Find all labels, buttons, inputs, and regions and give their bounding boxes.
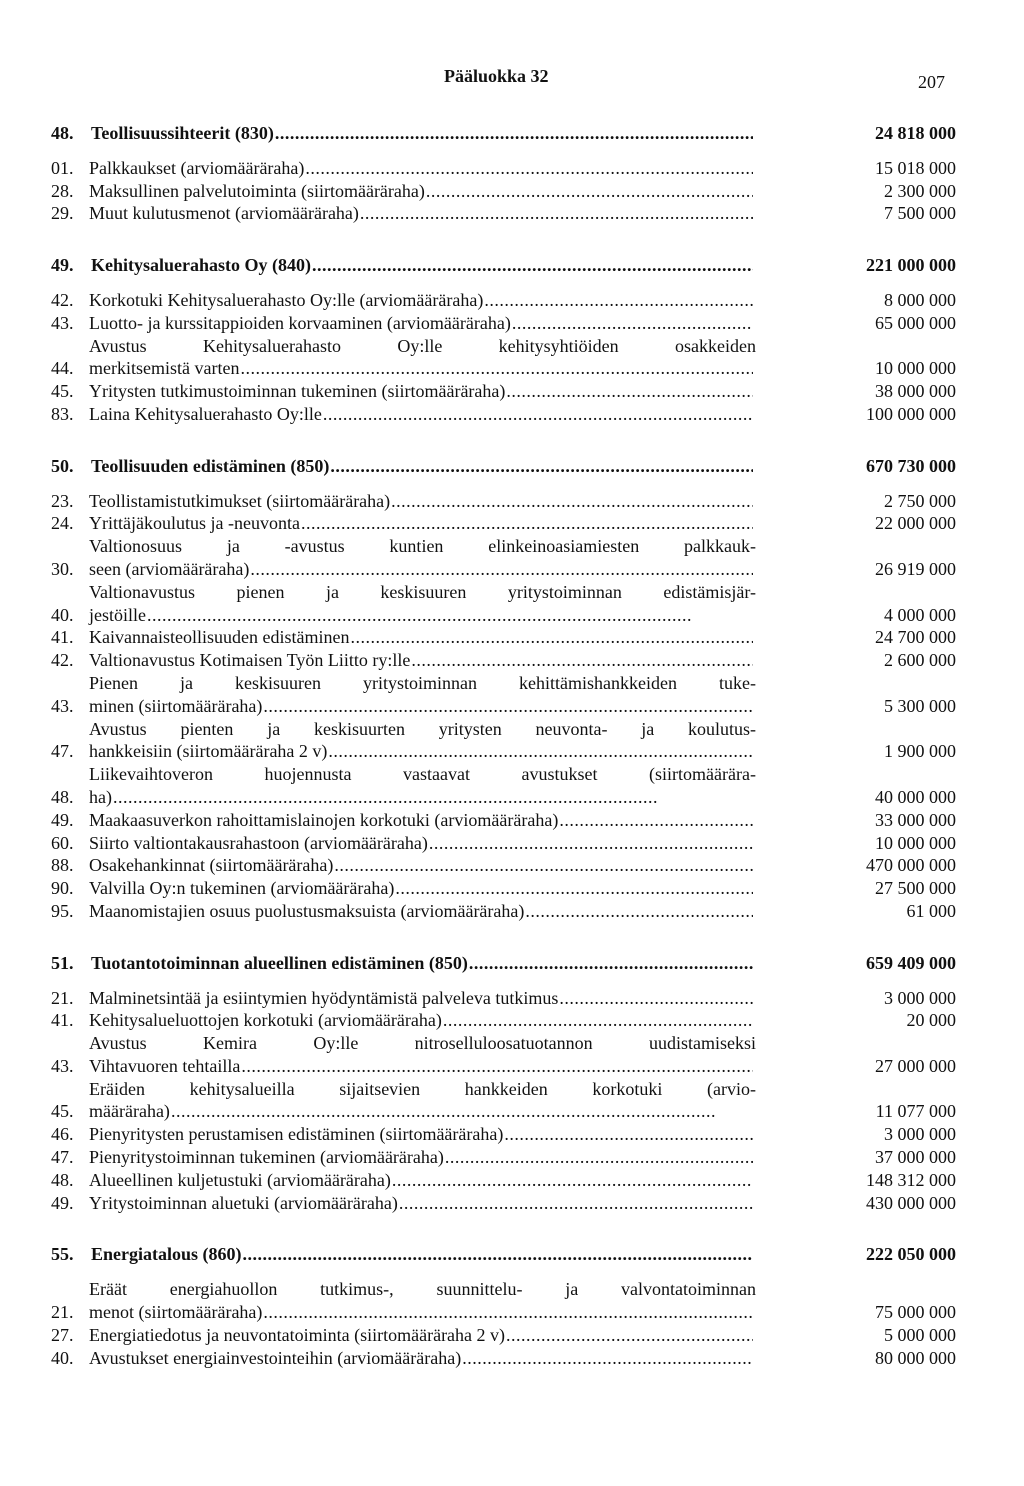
section-heading-body: [91, 952, 756, 975]
dot-leader: [391, 490, 753, 513]
budget-item: [51, 763, 956, 809]
item-body: [89, 512, 756, 535]
item-label: Siirto valtiontakausrahastoon (arviomääräraha): [89, 832, 428, 853]
dot-leader: [330, 455, 753, 478]
item-text-line: Avustus Kemira Oy:lle nitroselluloosatuotannon uudistamiseksi: [89, 1033, 756, 1054]
item-body: [89, 626, 756, 649]
item-amount: 2 750 000: [884, 490, 956, 511]
item-amount: 11 077 000: [875, 1101, 956, 1122]
section-amount: 659 409 000: [866, 952, 956, 973]
item-label: Yritysten tutkimustoiminnan tukeminen (siirtomääräraha): [89, 381, 506, 402]
item-body: [89, 1009, 756, 1032]
item-amount: 75 000 000: [875, 1302, 956, 1323]
section-number: 55.: [51, 1244, 74, 1265]
item-last-line: [89, 1055, 756, 1078]
item-amount: 3 000 000: [884, 1124, 956, 1145]
budget-item: [51, 490, 956, 513]
item-number: 43.: [51, 312, 74, 333]
dot-leader: [525, 900, 753, 923]
item-label: Pienyritystoiminnan tukeminen (arviomääräraha): [89, 1147, 444, 1168]
budget-item: [51, 1169, 956, 1192]
dot-leader: [113, 786, 753, 809]
item-label: Yrittäjäkoulutus ja -neuvonta: [89, 513, 300, 534]
item-number: 47.: [51, 741, 74, 762]
item-amount: 100 000 000: [866, 403, 956, 424]
item-amount: 8 000 000: [884, 289, 956, 310]
item-body: [89, 809, 756, 832]
item-last-line: [89, 626, 756, 649]
item-amount: 80 000 000: [875, 1347, 956, 1368]
section-heading: [51, 952, 956, 975]
item-amount: 470 000 000: [866, 855, 956, 876]
item-body: [89, 403, 756, 426]
item-last-line: [89, 1009, 756, 1032]
section-heading-body: [91, 122, 756, 145]
budget-item: [51, 649, 956, 672]
item-label: Maakaasuverkon rahoittamislainojen korkotuki (arviomääräraha): [89, 809, 559, 830]
dot-leader: [426, 180, 753, 203]
item-amount: 4 000 000: [884, 604, 956, 625]
item-amount: 24 700 000: [875, 627, 956, 648]
budget-item: [51, 335, 956, 381]
item-label: Pienyritysten perustamisen edistäminen (siirtomääräraha): [89, 1124, 504, 1145]
item-body: [89, 987, 756, 1010]
dot-leader: [429, 832, 753, 855]
section-heading-line: [91, 122, 756, 145]
item-label: Muut kulutusmenot (arviomääräraha): [89, 203, 359, 224]
item-number: 44.: [51, 358, 74, 379]
section-number: 51.: [51, 952, 74, 973]
item-last-line: [89, 357, 756, 380]
item-text-line: Eräiden kehitysalueilla sijaitsevien hankkeiden korkotuki (arvio-: [89, 1078, 756, 1099]
item-body: [89, 202, 756, 225]
dot-leader: [559, 809, 753, 832]
budget-item: [51, 380, 956, 403]
item-body: [89, 1192, 756, 1215]
dot-leader: [328, 740, 753, 763]
item-number: 29.: [51, 203, 74, 224]
item-text-line: Pienen ja keskisuuren yritystoiminnan kehittämishankkeiden tuke-: [89, 672, 756, 693]
dot-leader: [301, 512, 753, 535]
budget-item: [51, 987, 956, 1010]
dot-leader: [323, 403, 753, 426]
section-heading-line: [91, 455, 756, 478]
budget-item: [51, 1009, 956, 1032]
item-amount: 2 300 000: [884, 180, 956, 201]
item-text-line: Avustus Kehitysaluerahasto Oy:lle kehitysyhtiöiden osakkeiden: [89, 335, 756, 356]
item-body: [89, 581, 756, 627]
item-amount: 5 300 000: [884, 695, 956, 716]
dot-leader: [275, 122, 753, 145]
item-number: 27.: [51, 1324, 74, 1345]
item-last-line: [89, 695, 756, 718]
item-label: Energiatiedotus ja neuvontatoiminta (siirtomääräraha 2 v): [89, 1324, 506, 1345]
item-last-line: [89, 558, 756, 581]
item-body: [89, 490, 756, 513]
item-body: [89, 335, 756, 381]
section-heading: [51, 122, 956, 145]
dot-leader: [147, 604, 753, 627]
item-last-line: [89, 1301, 756, 1324]
dot-leader: [360, 202, 753, 225]
item-last-line: [89, 740, 756, 763]
budget-listing: [51, 122, 956, 1369]
item-body: [89, 535, 756, 581]
item-amount: 65 000 000: [875, 312, 956, 333]
item-label: Malminetsintää ja esiintymien hyödyntämistä palveleva tutkimus: [89, 987, 559, 1008]
section-heading: [51, 1243, 956, 1266]
item-number: 01.: [51, 157, 74, 178]
budget-item: [51, 1278, 956, 1324]
section-number: 50.: [51, 455, 74, 476]
dot-leader: [392, 1169, 753, 1192]
budget-section: [51, 1243, 956, 1369]
item-number: 42.: [51, 289, 74, 310]
item-label: Kaivannaisteollisuuden edistäminen: [89, 627, 350, 648]
item-amount: 27 500 000: [875, 878, 956, 899]
budget-item: [51, 877, 956, 900]
section-amount: 24 818 000: [875, 123, 956, 143]
item-number: 83.: [51, 403, 74, 424]
item-body: [89, 157, 756, 180]
dot-leader: [250, 558, 753, 581]
item-last-line: [89, 832, 756, 855]
item-text-line: Valtionosuus ja -avustus kuntien elinkeinoasiamiesten palkkauk-: [89, 536, 756, 557]
item-number: 60.: [51, 832, 74, 853]
item-number: 24.: [51, 513, 74, 534]
item-text-line: Eräät energiahuollon tutkimus-, suunnittelu- ja valvontatoiminnan: [89, 1279, 756, 1300]
item-body: [89, 1347, 756, 1370]
budget-item: [51, 672, 956, 718]
dot-leader: [506, 1324, 753, 1347]
item-last-line: [89, 987, 756, 1010]
item-amount: 10 000 000: [875, 832, 956, 853]
item-amount: 148 312 000: [866, 1169, 956, 1190]
budget-item: [51, 1347, 956, 1370]
dot-leader: [512, 312, 753, 335]
budget-item: [51, 718, 956, 764]
item-label: Teollistamistutkimukset (siirtomääräraha): [89, 490, 391, 511]
budget-item: [51, 1032, 956, 1078]
section-title: Teollisuuden edistäminen (850): [91, 455, 330, 476]
dot-leader: [559, 987, 753, 1010]
dot-leader: [243, 1243, 754, 1266]
item-number: 43.: [51, 1055, 74, 1076]
budget-item: [51, 581, 956, 627]
item-body: [89, 900, 756, 923]
dot-leader: [171, 1100, 753, 1123]
item-body: [89, 1123, 756, 1146]
section-heading-line: [91, 952, 756, 975]
budget-item: [51, 832, 956, 855]
item-body: [89, 1078, 756, 1124]
item-label: ha): [89, 786, 112, 807]
page-title: Pääluokka 32: [444, 66, 549, 86]
budget-item: [51, 1324, 956, 1347]
item-amount: 1 900 000: [884, 741, 956, 762]
budget-item: [51, 809, 956, 832]
item-amount: 61 000: [906, 900, 956, 921]
item-amount: 15 018 000: [875, 157, 956, 178]
item-body: [89, 1278, 756, 1324]
item-last-line: [89, 312, 756, 335]
item-label: Kehitysalueluottojen korkotuki (arviomääräraha): [89, 1010, 442, 1031]
section-heading-line: [91, 1243, 756, 1266]
item-label: Avustukset energiainvestointeihin (arviomääräraha): [89, 1347, 462, 1368]
item-label: määräraha): [89, 1101, 170, 1122]
section-title: Tuotantotoiminnan alueellinen edistäminen (850): [91, 952, 468, 973]
item-body: [89, 672, 756, 718]
item-last-line: [89, 900, 756, 923]
item-number: 43.: [51, 695, 74, 716]
section-number: 48.: [51, 123, 74, 143]
item-label: Valtionavustus Kotimaisen Työn Liitto ry:lle: [89, 650, 411, 671]
budget-section: [51, 254, 956, 426]
item-label: menot (siirtomääräraha): [89, 1302, 263, 1323]
item-number: 48.: [51, 1169, 74, 1190]
item-amount: 33 000 000: [875, 809, 956, 830]
dot-leader: [506, 380, 753, 403]
dot-leader: [263, 695, 753, 718]
dot-leader: [312, 254, 753, 277]
item-number: 48.: [51, 786, 74, 807]
budget-section: [51, 952, 956, 1215]
item-body: [89, 763, 756, 809]
item-last-line: [89, 512, 756, 535]
section-amount: 221 000 000: [866, 255, 956, 276]
section-heading-body: [91, 455, 756, 478]
budget-item: [51, 512, 956, 535]
budget-item: [51, 900, 956, 923]
item-amount: 5 000 000: [884, 1324, 956, 1345]
section-title: Energiatalous (860): [91, 1244, 242, 1265]
item-number: 90.: [51, 878, 74, 899]
item-last-line: [89, 1146, 756, 1169]
section-heading-body: [91, 254, 756, 277]
item-number: 45.: [51, 381, 74, 402]
dot-leader: [504, 1123, 753, 1146]
budget-item: [51, 403, 956, 426]
item-amount: 3 000 000: [884, 987, 956, 1008]
dot-leader: [263, 1301, 753, 1324]
item-amount: 7 500 000: [884, 203, 956, 224]
item-last-line: [89, 1100, 756, 1123]
budget-item: [51, 1192, 956, 1215]
item-number: 41.: [51, 1010, 74, 1031]
dot-leader: [305, 157, 753, 180]
section-heading-body: [91, 1243, 756, 1266]
budget-item: [51, 1123, 956, 1146]
section-title: Teollisuussihteerit (830): [91, 123, 274, 143]
item-text-line: Valtionavustus pienen ja keskisuuren yritystoiminnan edistämisjär-: [89, 581, 756, 602]
item-number: 21.: [51, 987, 74, 1008]
item-amount: 26 919 000: [875, 558, 956, 579]
item-number: 49.: [51, 809, 74, 830]
dot-leader: [469, 952, 753, 975]
section-amount: 670 730 000: [866, 455, 956, 476]
item-label: Luotto- ja kurssitappioiden korvaaminen (arviomääräraha): [89, 312, 511, 333]
dot-leader: [462, 1347, 753, 1370]
section-amount: 222 050 000: [866, 1244, 956, 1265]
budget-section: [51, 455, 956, 923]
item-label: Alueellinen kuljetustuki (arviomääräraha): [89, 1169, 391, 1190]
item-last-line: [89, 1324, 756, 1347]
item-number: 40.: [51, 1347, 74, 1368]
item-text-line: Avustus pienten ja keskisuurten yritysten neuvonta- ja koulutus-: [89, 718, 756, 739]
item-number: 46.: [51, 1124, 74, 1145]
item-last-line: [89, 380, 756, 403]
dot-leader: [241, 1055, 753, 1078]
item-body: [89, 1324, 756, 1347]
item-body: [89, 649, 756, 672]
item-body: [89, 877, 756, 900]
item-body: [89, 380, 756, 403]
item-label: Yritystoiminnan aluetuki (arviomääräraha): [89, 1192, 398, 1213]
item-number: 88.: [51, 855, 74, 876]
budget-item: [51, 180, 956, 203]
item-amount: 10 000 000: [875, 358, 956, 379]
page-number: 207: [918, 72, 945, 92]
item-label: Osakehankinnat (siirtomääräraha): [89, 855, 334, 876]
item-amount: 27 000 000: [875, 1055, 956, 1076]
item-last-line: [89, 1192, 756, 1215]
item-body: [89, 180, 756, 203]
item-label: Valvilla Oy:n tukeminen (arviomääräraha): [89, 878, 395, 899]
section-heading: [51, 254, 956, 277]
item-label: seen (arviomääräraha): [89, 558, 250, 579]
item-amount: 40 000 000: [875, 786, 956, 807]
item-last-line: [89, 1169, 756, 1192]
item-body: [89, 1169, 756, 1192]
item-number: 28.: [51, 180, 74, 201]
dot-leader: [411, 649, 753, 672]
item-last-line: [89, 604, 756, 627]
item-last-line: [89, 289, 756, 312]
budget-item: [51, 312, 956, 335]
dot-leader: [240, 357, 753, 380]
section-number: 49.: [51, 255, 74, 276]
dot-leader: [484, 289, 753, 312]
dot-leader: [445, 1146, 753, 1169]
item-label: Vihtavuoren tehtailla: [89, 1055, 241, 1076]
item-text-line: Liikevaihtoveron huojennusta vastaavat avustukset (siirtomäärära-: [89, 764, 756, 785]
page-header: [0, 66, 1024, 96]
item-label: Maanomistajien osuus puolustusmaksuista (arviomääräraha): [89, 900, 525, 921]
item-label: jestöille: [89, 604, 146, 625]
item-label: Palkkaukset (arviomääräraha): [89, 157, 305, 178]
budget-section: [51, 122, 956, 225]
budget-item: [51, 1078, 956, 1124]
item-amount: 38 000 000: [875, 381, 956, 402]
item-amount: 37 000 000: [875, 1147, 956, 1168]
item-body: [89, 289, 756, 312]
item-last-line: [89, 877, 756, 900]
budget-item: [51, 535, 956, 581]
item-last-line: [89, 1123, 756, 1146]
item-amount: 22 000 000: [875, 513, 956, 534]
item-number: 45.: [51, 1101, 74, 1122]
budget-item: [51, 289, 956, 312]
item-body: [89, 312, 756, 335]
section-heading: [51, 455, 956, 478]
item-body: [89, 832, 756, 855]
dot-leader: [443, 1009, 753, 1032]
item-number: 95.: [51, 900, 74, 921]
item-amount: 430 000 000: [866, 1192, 956, 1213]
item-label: merkitsemistä varten: [89, 358, 240, 379]
item-number: 47.: [51, 1147, 74, 1168]
item-amount: 2 600 000: [884, 650, 956, 671]
item-number: 42.: [51, 650, 74, 671]
item-last-line: [89, 202, 756, 225]
item-number: 49.: [51, 1192, 74, 1213]
item-label: hankkeisiin (siirtomääräraha 2 v): [89, 741, 328, 762]
item-last-line: [89, 490, 756, 513]
item-body: [89, 718, 756, 764]
budget-item: [51, 854, 956, 877]
item-last-line: [89, 786, 756, 809]
item-number: 41.: [51, 627, 74, 648]
item-label: Maksullinen palvelutoiminta (siirtomääräraha): [89, 180, 425, 201]
dot-leader: [399, 1192, 753, 1215]
budget-item: [51, 157, 956, 180]
item-number: 23.: [51, 490, 74, 511]
item-body: [89, 1146, 756, 1169]
dot-leader: [334, 854, 753, 877]
item-label: minen (siirtomääräraha): [89, 695, 263, 716]
item-label: Laina Kehitysaluerahasto Oy:lle: [89, 403, 322, 424]
item-last-line: [89, 649, 756, 672]
item-number: 40.: [51, 604, 74, 625]
item-number: 30.: [51, 558, 74, 579]
dot-leader: [350, 626, 753, 649]
dot-leader: [395, 877, 753, 900]
item-last-line: [89, 403, 756, 426]
item-label: Korkotuki Kehitysaluerahasto Oy:lle (arviomääräraha): [89, 289, 484, 310]
item-amount: 20 000: [906, 1010, 956, 1031]
item-body: [89, 1032, 756, 1078]
item-number: 21.: [51, 1302, 74, 1323]
item-last-line: [89, 1347, 756, 1370]
item-last-line: [89, 809, 756, 832]
item-last-line: [89, 180, 756, 203]
budget-item: [51, 1146, 956, 1169]
item-body: [89, 854, 756, 877]
section-title: Kehitysaluerahasto Oy (840): [91, 255, 311, 276]
item-last-line: [89, 854, 756, 877]
section-heading-line: [91, 254, 756, 277]
item-last-line: [89, 157, 756, 180]
budget-item: [51, 626, 956, 649]
budget-item: [51, 202, 956, 225]
